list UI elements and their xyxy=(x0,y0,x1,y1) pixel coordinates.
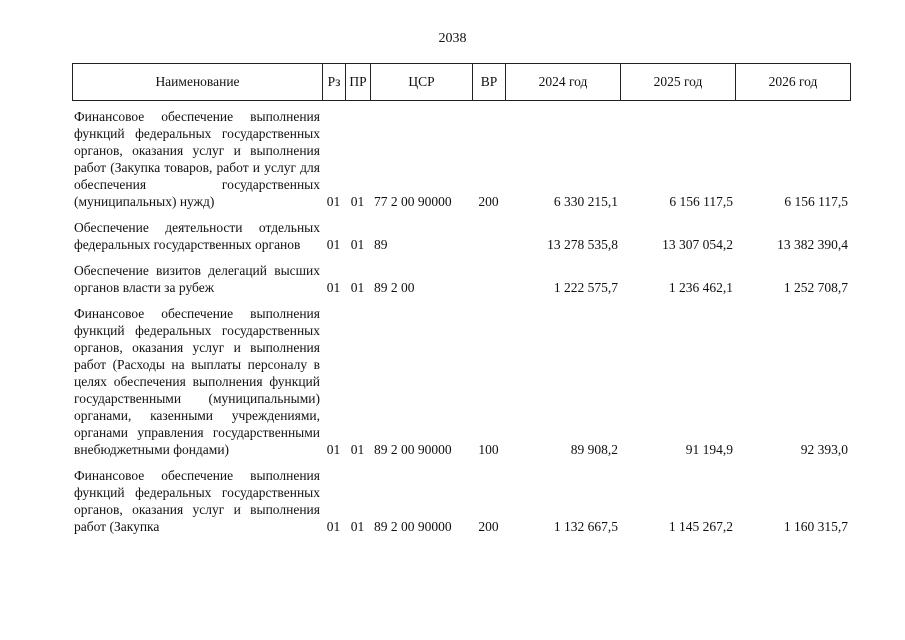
row-pr: 01 xyxy=(350,519,365,534)
row-2024: 1 132 667,5 xyxy=(553,519,618,534)
table-row xyxy=(72,219,850,262)
row-csr: 77 2 00 90000 xyxy=(374,194,452,209)
row-vr xyxy=(472,262,505,305)
row-2026: 92 393,0 xyxy=(800,442,848,457)
table-row xyxy=(72,262,850,305)
row-csr: 89 2 00 90000 xyxy=(374,442,452,457)
row-2025: 6 156 117,5 xyxy=(669,194,733,209)
page-number: 2038 xyxy=(438,31,467,46)
row-2024: 89 908,2 xyxy=(570,442,618,457)
budget-table xyxy=(72,108,850,535)
header-2026: 2026 год xyxy=(736,64,851,101)
row-pr: 01 xyxy=(350,280,365,295)
row-rz: 01 xyxy=(326,237,341,252)
row-rz: 01 xyxy=(326,194,341,209)
row-2026: 6 156 117,5 xyxy=(784,194,848,209)
row-2024: 1 222 575,7 xyxy=(553,280,618,295)
table-row xyxy=(72,108,850,219)
row-name: Финансовое обеспечение выполнения функций федеральных государственных органов, оказания услуг и выполнения работ (Закупка товаров, работ и услуг для обеспечения государственных (муниципальных) нужд) xyxy=(74,109,320,209)
row-csr: 89 xyxy=(374,237,388,252)
row-2024: 13 278 535,8 xyxy=(547,237,618,252)
row-rz: 01 xyxy=(326,442,341,457)
row-name: Обеспечение деятельности отдельных федеральных государственных органов xyxy=(74,220,320,252)
row-2025: 1 145 267,2 xyxy=(668,519,733,534)
row-2026: 13 382 390,4 xyxy=(777,237,848,252)
header-name: Наименование xyxy=(73,64,323,101)
row-2025: 1 236 462,1 xyxy=(668,280,733,295)
row-pr: 01 xyxy=(350,237,365,252)
row-2024: 6 330 215,1 xyxy=(553,194,618,209)
header-pr: ПР xyxy=(346,64,371,101)
row-2025: 91 194,9 xyxy=(685,442,733,457)
header-rz: Рз xyxy=(323,64,346,101)
row-vr: 200 xyxy=(478,519,499,534)
row-rz: 01 xyxy=(326,519,341,534)
header-2024: 2024 год xyxy=(506,64,621,101)
table-row xyxy=(72,305,850,467)
row-name: Обеспечение визитов делегаций высших органов власти за рубеж xyxy=(74,263,320,295)
header-vr: ВР xyxy=(473,64,506,101)
row-vr: 100 xyxy=(478,442,499,457)
header-csr: ЦСР xyxy=(371,64,473,101)
row-pr: 01 xyxy=(350,442,365,457)
row-vr xyxy=(472,219,505,262)
table-header xyxy=(72,63,851,101)
row-2025: 13 307 054,2 xyxy=(662,237,733,252)
row-pr: 01 xyxy=(350,194,365,209)
row-csr: 89 2 00 90000 xyxy=(374,519,452,534)
row-vr: 200 xyxy=(478,194,499,209)
row-csr: 89 2 00 xyxy=(374,280,415,295)
row-2026: 1 252 708,7 xyxy=(783,280,848,295)
table-row xyxy=(72,467,850,535)
row-rz: 01 xyxy=(326,280,341,295)
row-name: Финансовое обеспечение выполнения функций федеральных государственных органов, оказания услуг и выполнения работ (Расходы на выплаты персоналу в целях обеспечения выполнения функций государственными (муниципальными) органами, казенными учреждениями, органами управления государственными внебюджетными фондами) xyxy=(74,306,320,457)
row-name: Финансовое обеспечение выполнения функций федеральных государственных органов, оказания услуг и выполнения работ (Закупка xyxy=(74,468,320,534)
row-2026: 1 160 315,7 xyxy=(783,519,848,534)
header-2025: 2025 год xyxy=(621,64,736,101)
